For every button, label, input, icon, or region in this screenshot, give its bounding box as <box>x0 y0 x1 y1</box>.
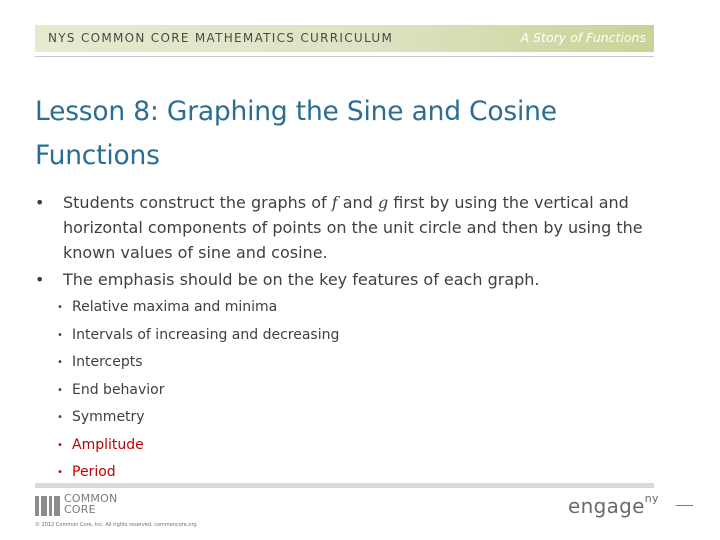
logo-text-line-2: CORE <box>64 503 96 516</box>
list-item-highlight: • Amplitude <box>57 436 144 453</box>
bullet-construct-graphs: • Students construct the graphs of f and g first by using the vertical and horizontal components of points on the unit circle and then by using the known values of sine and cosine. <box>35 190 675 265</box>
list-item: • Relative maxima and minima <box>57 299 278 315</box>
function-f: f <box>331 193 338 212</box>
engageny-logo: engage$^{ny}$ <box>568 492 659 518</box>
lesson-title-line-2: Functions <box>35 140 160 171</box>
list-item: • End behavior <box>57 381 165 398</box>
lesson-title <box>35 90 675 178</box>
bullet-dot: • <box>35 193 45 212</box>
logo-text-line-1: COMMON <box>64 492 118 505</box>
list-item: • Symmetry <box>57 409 145 425</box>
curriculum-label: NYS COMMON CORE MATHEMATICS CURRICULUM <box>48 31 394 45</box>
header-bar <box>35 25 654 52</box>
key-features-list <box>57 294 339 487</box>
lesson-title-line-1: Lesson 8: Graphing the Sine and Cosine <box>35 96 557 127</box>
list-item: • Intercepts <box>57 354 143 370</box>
main-bullets <box>35 190 675 292</box>
function-g: g <box>377 193 389 212</box>
footer-tick <box>676 505 693 506</box>
bullet-dot: • <box>35 270 45 289</box>
bullet-emphasis: • The emphasis should be on the key features of each graph. <box>35 267 675 292</box>
header-divider <box>35 56 654 57</box>
footer-divider <box>35 483 654 488</box>
story-label: A Story of Functions <box>520 30 646 45</box>
list-item-highlight: • Period <box>57 464 116 480</box>
copyright-text: © 2012 Common Core, Inc. All rights reserved. commoncore.org <box>35 522 197 528</box>
list-item: • Intervals of increasing and decreasing <box>57 326 340 343</box>
